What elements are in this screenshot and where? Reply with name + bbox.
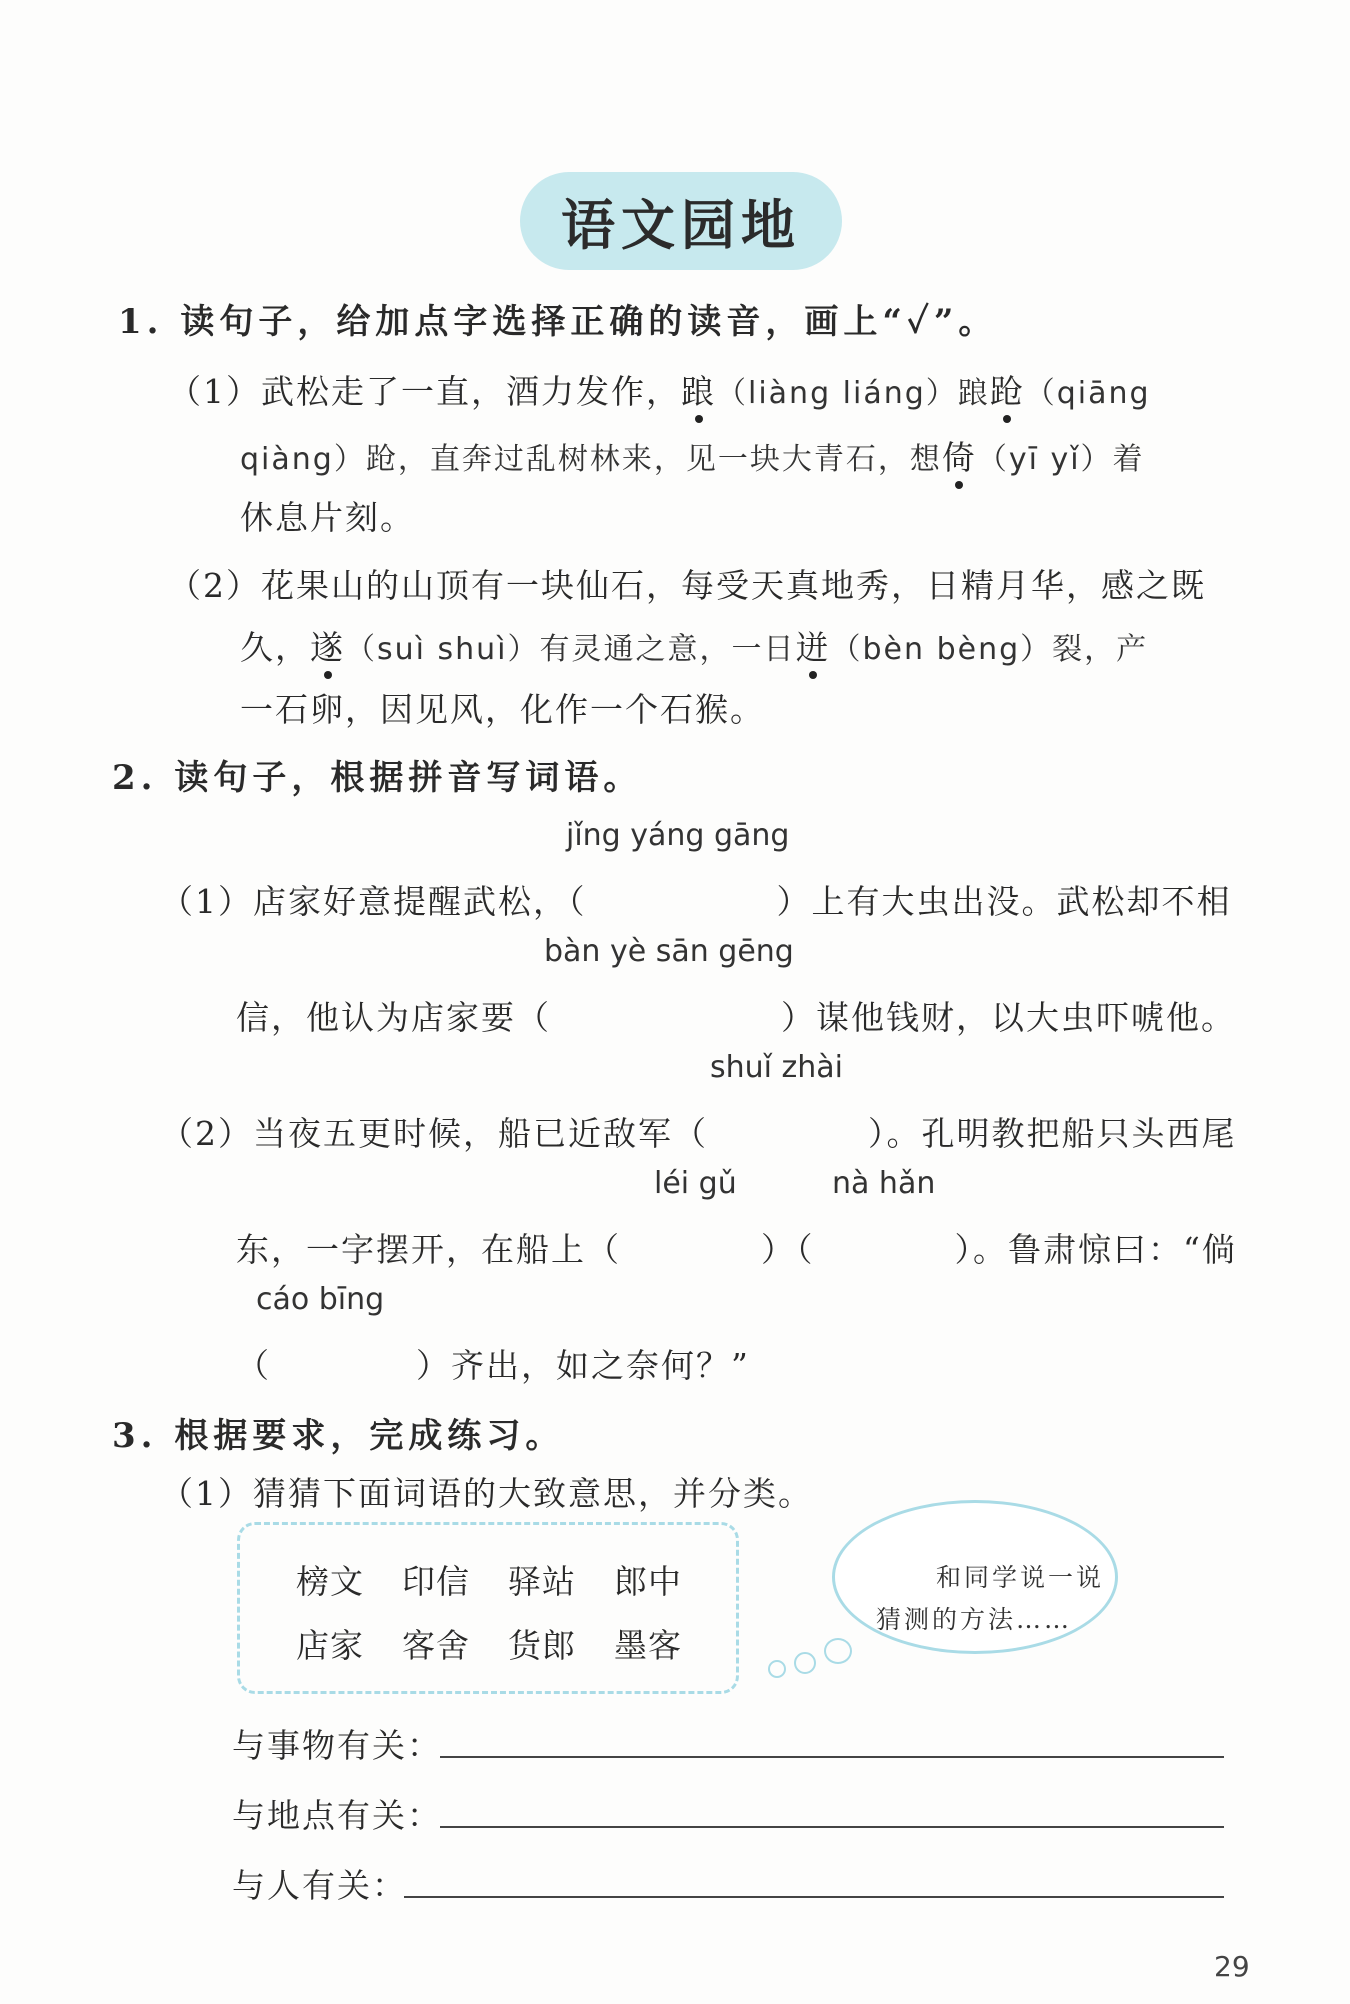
section-title-banner — [520, 172, 842, 270]
text: 久， — [240, 628, 310, 667]
text: ）（ — [761, 1230, 815, 1269]
text: （ — [236, 1346, 271, 1385]
word-item: 驿站 — [508, 1562, 576, 1601]
pinyin-hint: cáo bīng — [256, 1282, 385, 1317]
word-item: 印信 — [402, 1562, 470, 1601]
word-item: 墨客 — [614, 1626, 682, 1665]
word-item: 榜文 — [296, 1562, 364, 1601]
q1-item2-line3: 一石卵，因见风，化作一个石猴。 — [240, 690, 765, 729]
q3-sub1: （1）猜猜下面词语的大致意思，并分类。 — [160, 1474, 813, 1513]
bubble-dot-icon — [794, 1652, 816, 1674]
q1-item1-line1 — [168, 366, 1151, 413]
bubble-dot-icon — [768, 1660, 786, 1678]
pinyin-hint: léi gǔ — [654, 1166, 737, 1201]
text: ）上有大虫出没。武松却不相 — [776, 882, 1232, 921]
question-3-heading: 3. 根据要求，完成练习。 — [112, 1416, 565, 1456]
pinyin-hint: bàn yè sān gēng — [544, 934, 794, 969]
question-1-heading: 1. 读句子，给加点字选择正确的读音，画上“✓”。 — [118, 302, 998, 342]
text: （2）当夜五更时候，船已近敌军（ — [160, 1114, 708, 1153]
category-label-people: 与人有关： — [232, 1866, 407, 1905]
category-label-places: 与地点有关： — [232, 1796, 442, 1835]
answer-line-things[interactable] — [440, 1756, 1224, 1758]
word-item: 货郎 — [508, 1626, 576, 1665]
pinyin-options: （qiāng — [1024, 376, 1151, 411]
q1-item1-line2 — [240, 432, 1145, 479]
q2-line4 — [236, 1224, 1237, 1271]
category-label-things: 与事物有关： — [232, 1726, 442, 1765]
text: ）齐出，如之奈何？” — [416, 1346, 750, 1385]
text: ）谋他钱财，以大虫吓唬他。 — [781, 998, 1236, 1037]
q2-line5 — [236, 1340, 750, 1387]
text: （1）店家好意提醒武松，（ — [160, 882, 587, 921]
word-box — [237, 1522, 739, 1694]
dotted-char: 踉 — [681, 372, 716, 411]
text: 东，一字摆开，在船上（ — [236, 1230, 621, 1269]
question-2-heading: 2. 读句子，根据拼音写词语。 — [112, 758, 643, 798]
q2-line3 — [160, 1108, 1237, 1155]
q1-item2-line1: （2）花果山的山顶有一块仙石，每受天真地秀，日精月华，感之既 — [168, 566, 1206, 605]
pinyin-hint: shuǐ zhài — [710, 1050, 844, 1085]
word-item: 客舍 — [402, 1626, 470, 1665]
text: 信，他认为店家要（ — [236, 998, 551, 1037]
pinyin-options: （liàng liáng）踉 — [716, 376, 990, 411]
pinyin-options: （bèn bèng）裂，产 — [830, 632, 1149, 667]
dotted-char: 跄 — [989, 372, 1025, 411]
pinyin-hint: nà hǎn — [832, 1166, 936, 1201]
word-item: 店家 — [296, 1626, 364, 1665]
bubble-text-2: 猜测的方法…… — [876, 1605, 1073, 1634]
q1-item2-line2 — [240, 622, 1148, 669]
text: （1）武松走了一直，酒力发作， — [168, 372, 681, 411]
pinyin-hint: jǐng yáng gāng — [566, 818, 790, 853]
dotted-char: 迸 — [795, 628, 831, 667]
answer-line-places[interactable] — [440, 1826, 1224, 1828]
dotted-char: 遂 — [310, 628, 345, 667]
q2-line1 — [160, 876, 1232, 923]
answer-line-people[interactable] — [404, 1896, 1224, 1898]
bubble-text-1: 和同学说一说 — [936, 1563, 1105, 1592]
page-number: 29 — [1214, 1950, 1250, 1983]
pinyin-options: （yī yǐ）着 — [976, 442, 1145, 477]
text: qiàng）跄，直奔过乱树林来，见一块大青石，想 — [240, 442, 942, 477]
text: ）。鲁肃惊曰：“倘 — [954, 1230, 1237, 1269]
q1-item1-line3: 休息片刻。 — [240, 498, 415, 537]
bubble-dot-icon — [824, 1638, 852, 1664]
word-item: 郎中 — [614, 1562, 682, 1601]
text: ）。孔明教把船只头西尾 — [868, 1114, 1237, 1153]
section-title: 语文园地 — [561, 192, 801, 257]
dotted-char: 倚 — [941, 438, 977, 477]
q2-line2 — [236, 992, 1236, 1039]
pinyin-options: （suì shuì）有灵通之意，一日 — [345, 632, 796, 667]
